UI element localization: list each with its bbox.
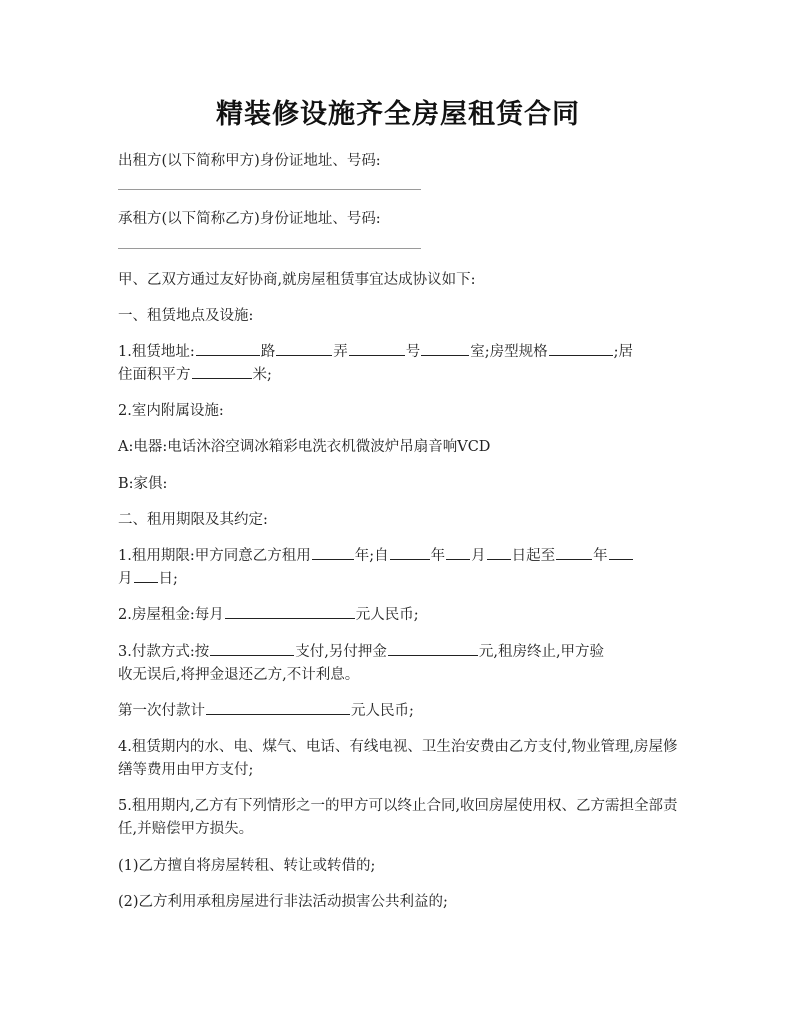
term-line1 (118, 545, 683, 568)
term-years-label: 年;自 (354, 548, 389, 564)
payment-suffix: 元,租房终止,甲方验 (478, 644, 605, 660)
start-year-blank (390, 545, 430, 560)
rent-line (118, 604, 683, 627)
rent-prefix: 2.房屋租金:每月 (118, 607, 224, 623)
start-month-label: 月 (471, 548, 486, 564)
payment-line1 (118, 641, 683, 664)
lane-label: 弄 (333, 344, 348, 360)
payment-line2: 收无误后,将押金退还乙方,不计利息。 (118, 667, 360, 683)
end-year-label: 年 (593, 548, 608, 564)
room-label: 室;房型规格 (470, 344, 548, 360)
clause-2: (2)乙方利用承租房屋进行非法活动损害公共利益的; (118, 894, 448, 910)
first-payment-suffix: 元人民币; (351, 703, 414, 719)
term-prefix: 1.租用期限:甲方同意乙方租用 (118, 548, 311, 564)
address-suffix: ;居 (613, 344, 634, 360)
rent-blank (225, 604, 355, 619)
number-blank (349, 341, 405, 356)
deposit-blank (388, 641, 478, 656)
area-label: 住面积平方 (118, 367, 191, 383)
end-year-blank (556, 545, 592, 560)
payment-mid: 支付,另付押金 (295, 644, 387, 660)
number-label: 号 (405, 344, 421, 360)
rental-address-line2 (118, 364, 683, 387)
party-b-line: 承租方(以下简称乙方)身份证地址、号码: (118, 211, 381, 227)
room-blank (421, 341, 469, 356)
type-blank (549, 341, 613, 356)
start-day-blank (487, 545, 511, 560)
section2-heading: 二、租用期限及其约定: (118, 512, 268, 528)
road-blank (196, 341, 260, 356)
party-a-fill-rule (118, 189, 421, 190)
rental-address-line1 (118, 341, 683, 364)
end-month-label: 月 (118, 571, 133, 587)
start-day-label: 日起至 (511, 548, 556, 564)
payment-prefix: 3.付款方式:按 (118, 644, 210, 660)
facilities-heading: 2.室内附属设施: (118, 403, 224, 419)
document-title: 精装修设施齐全房屋租赁合同 (216, 99, 580, 130)
furniture-line: B:家俱: (118, 476, 168, 492)
start-month-blank (446, 545, 470, 560)
road-label: 路 (260, 344, 276, 360)
lane-blank (276, 341, 332, 356)
first-payment-blank (206, 700, 350, 715)
address-prefix: 1.租赁地址: (118, 344, 195, 360)
area-blank (192, 364, 252, 379)
end-day-label: 日; (158, 571, 178, 587)
section1-heading: 一、租赁地点及设施: (118, 308, 254, 324)
party-a-line: 出租方(以下简称甲方)身份证地址、号码: (118, 153, 381, 169)
first-payment-prefix: 第一次付款计 (118, 703, 205, 719)
party-b-fill-rule (118, 248, 421, 249)
rent-suffix: 元人民币; (355, 607, 419, 623)
first-payment-line (118, 700, 683, 723)
end-day-blank (134, 568, 158, 583)
utilities-paragraph: 4.租赁期内的水、电、煤气、电话、有线电视、卫生治安费由乙方支付,物业管理,房屋修缮等费用由甲方支付; (118, 739, 678, 778)
intro-paragraph: 甲、乙双方通过友好协商,就房屋租赁事宜达成协议如下: (118, 272, 476, 288)
area-unit: 米; (252, 367, 272, 383)
clause-1: (1)乙方擅自将房屋转租、转让或转借的; (118, 858, 376, 874)
term-line2 (118, 568, 683, 591)
payment-method-blank (210, 641, 294, 656)
end-month-blank-end (609, 545, 633, 560)
termination-paragraph: 5.租用期内,乙方有下列情形之一的甲方可以终止合同,收回房屋使用权、乙方需担全部责任,并赔偿甲方损失。 (118, 798, 678, 837)
appliances-line: A:电器:电话沐浴空调冰箱彩电洗衣机微波炉吊扇音响VCD (118, 439, 491, 455)
start-year-label: 年 (430, 548, 446, 564)
term-years-blank (312, 545, 354, 560)
